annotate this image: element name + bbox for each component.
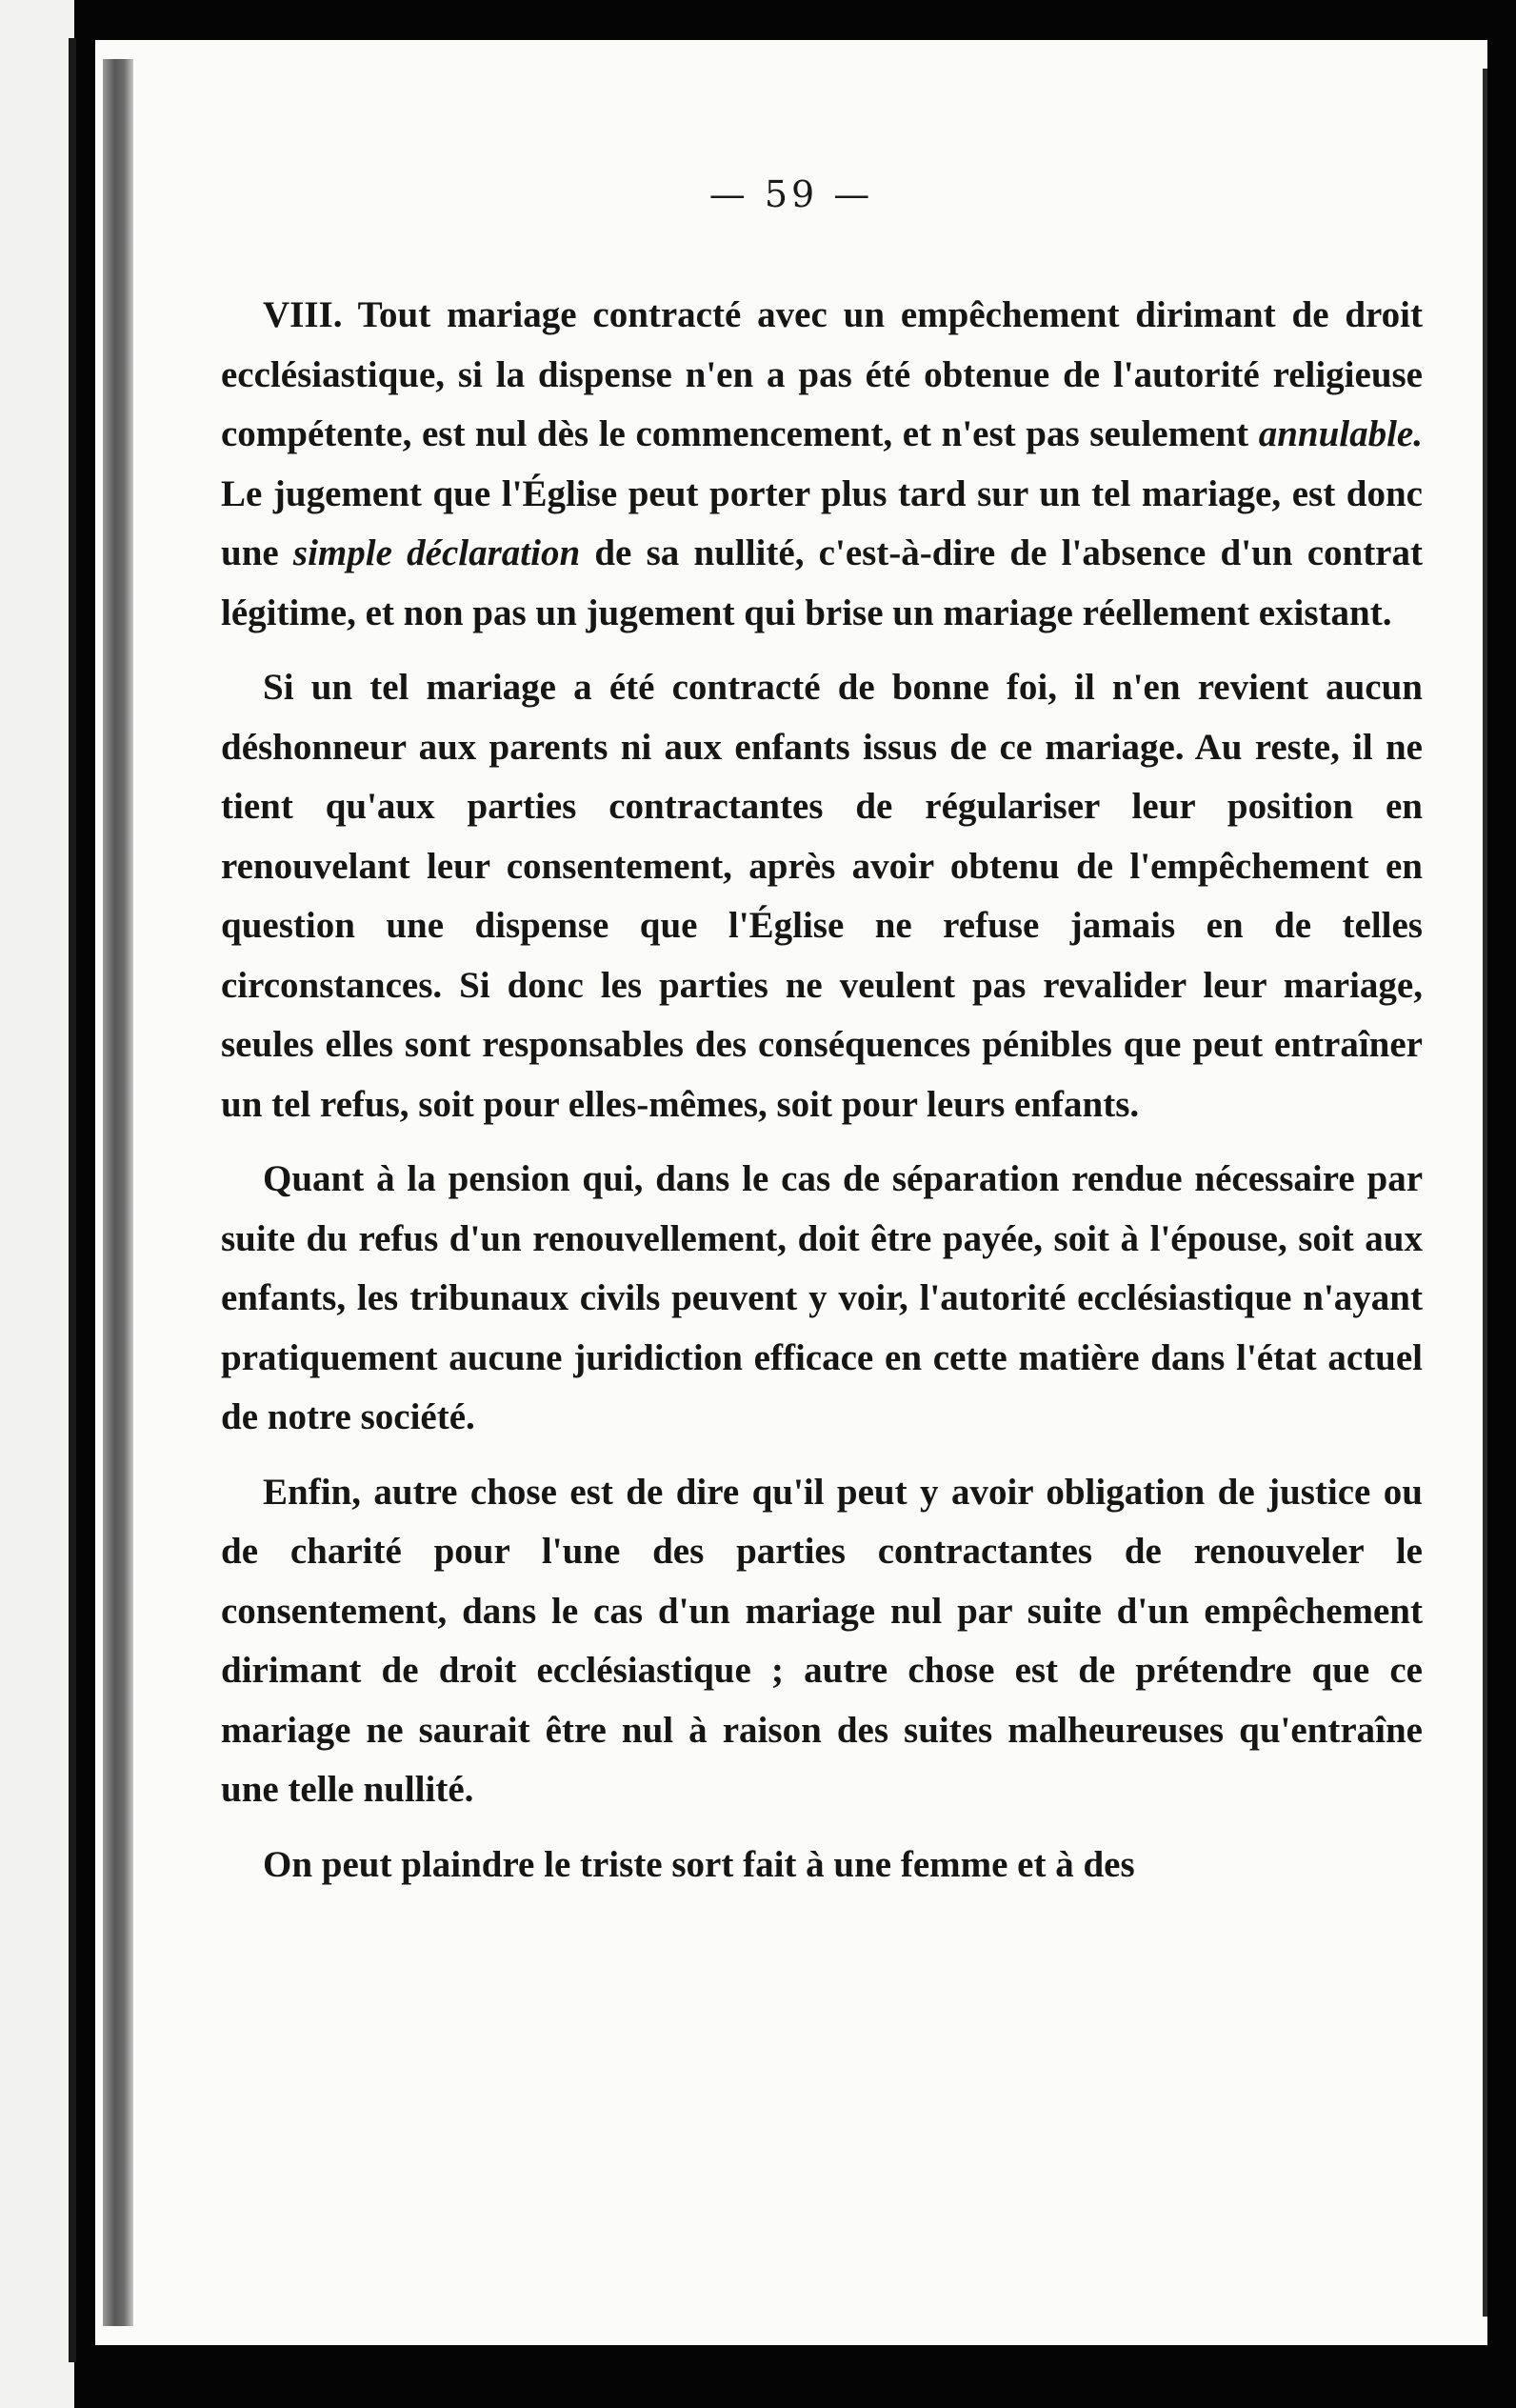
page-right-edge: [1483, 69, 1487, 2317]
text-run: On peut plaindre le triste sort fait à une femme et à des: [263, 1843, 1135, 1885]
book-page: [95, 40, 1487, 2345]
paragraph: [221, 1463, 1423, 1820]
text-run: VIII. Tout mariage contracté avec un empêchement dirimant de droit ecclésiastique, si la dispense n'en a pas été obtenue de l'autorité religieuse compétente, est nul dès le commencement, et n'est pas seulement: [221, 294, 1423, 454]
facing-page-shadow: [69, 38, 76, 2362]
facing-page-edge: [0, 0, 74, 2408]
text-run: Quant à la pension qui, dans le cas de séparation rendue nécessaire par suite du refus d'un renouvellement, doit être payée, soit à l'épouse, soit aux enfants, les tribunaux civils peuvent y voir, l'autorité ecclésiastique n'ayant pratiquement aucune juridiction efficace en cette matière dans l'état actuel de notre société.: [221, 1158, 1423, 1437]
body-text: [221, 286, 1423, 1895]
paragraph: [221, 658, 1423, 1134]
text-run: Si un tel mariage a été contracté de bonne foi, il n'en revient aucun déshonneur aux parents ni aux enfants issus de ce mariage. Au reste, il ne tient qu'aux parties contractantes de régulariser leur position en renouvelant leur consentement, après avoir obtenu de l'empêchement en question une dispense que l'Église ne refuse jamais en de telles circonstances. Si donc les parties ne veulent pas revalider leur mariage, seules elles sont responsables des conséquences pénibles que peut entraîner un tel refus, soit pour elles-mêmes, soit pour leurs enfants.: [221, 667, 1423, 1125]
paragraph: [221, 1836, 1423, 1896]
binding-gutter: [103, 59, 133, 2326]
paragraph: [221, 1150, 1423, 1448]
paragraph: [221, 286, 1423, 643]
italic-run: simple déclaration: [292, 532, 581, 573]
page-number: — 59 —: [708, 173, 874, 215]
text-run: de sa nullité, c'est-à-dire de l'absence d'un contrat légitime, et non pas un jugement qui brise un mariage réellement existant.: [221, 532, 1423, 633]
italic-run: annulable.: [1258, 413, 1423, 454]
text-run: Le jugement que l'Église peut porter plus tard sur un tel mariage, est donc une: [221, 472, 1423, 573]
text-run: Enfin, autre chose est de dire qu'il peut y avoir obligation de justice ou de charité pour l'une des parties contractantes de renouveler le consentement, dans le cas d'un mariage nul par suite d'un empêchement dirimant de droit ecclésiastique ; autre chose est de prétendre que ce mariage ne saurait être nul à raison des suites malheureuses qu'entraîne une telle nullité.: [221, 1471, 1423, 1810]
